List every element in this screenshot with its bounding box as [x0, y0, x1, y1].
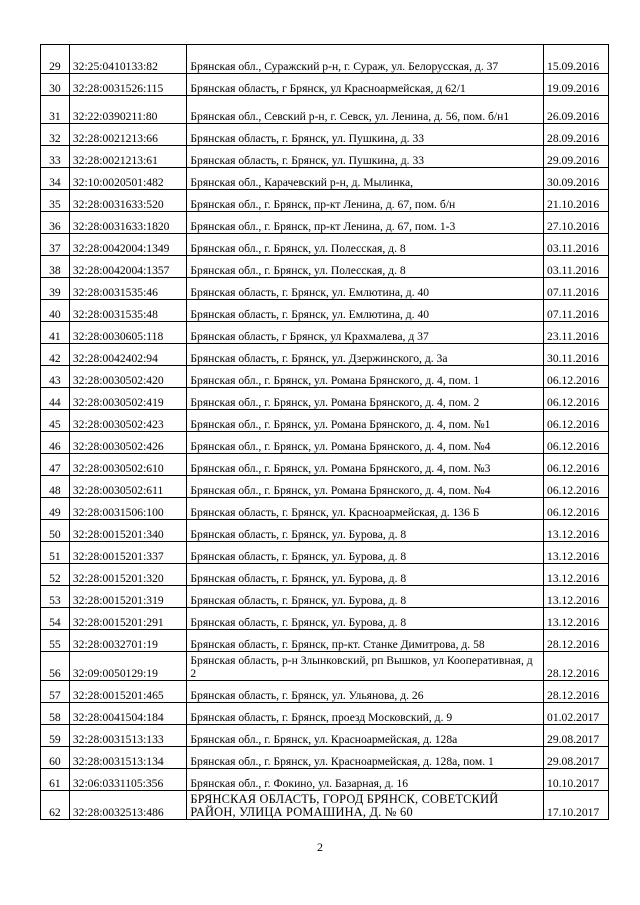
registration-date-cell: 13.12.2016	[544, 586, 609, 608]
cadastral-number-cell: 32:22:0390211:80	[69, 96, 187, 124]
table-row	[41, 725, 609, 747]
row-number-cell: 61	[41, 769, 70, 791]
cadastral-number-cell: 32:28:0030502:426	[69, 432, 187, 454]
row-number-cell: 35	[41, 190, 70, 212]
row-number-cell: 48	[41, 476, 70, 498]
registration-date-cell: 07.11.2016	[544, 278, 609, 300]
cadastral-number-cell: 32:06:0331105:356	[69, 769, 187, 791]
table-row	[41, 124, 609, 146]
registration-date-cell: 13.12.2016	[544, 564, 609, 586]
row-number-cell: 41	[41, 322, 70, 344]
row-number-cell: 30	[41, 74, 70, 96]
row-number-cell: 57	[41, 681, 70, 703]
address-cell: Брянская обл., г. Брянск, ул. Красноармейская, д. 128а, пом. 1	[187, 747, 544, 769]
cadastral-number-cell: 32:28:0032701:19	[69, 630, 187, 652]
cadastral-number-cell: 32:09:0050129:19	[69, 652, 187, 681]
table-row	[41, 747, 609, 769]
table-row	[41, 703, 609, 725]
address-cell: Брянская область, г. Брянск, ул. Бурова, д. 8	[187, 586, 544, 608]
address-cell: БРЯНСКАЯ ОБЛАСТЬ, ГОРОД БРЯНСК, СОВЕТСКИЙ РАЙОН, УЛИЦА РОМАШИНА, Д. № 60	[187, 791, 544, 820]
table-row	[41, 652, 609, 681]
cadastral-number-cell: 32:28:0042004:1349	[69, 234, 187, 256]
cadastral-number-cell: 32:28:0021213:61	[69, 146, 187, 168]
row-number-cell: 33	[41, 146, 70, 168]
row-number-cell: 60	[41, 747, 70, 769]
registration-date-cell: 23.11.2016	[544, 322, 609, 344]
address-cell: Брянская область, р-н Злынковский, рп Вышков, ул Кооперативная, д 2	[187, 652, 544, 681]
registration-date-cell: 13.12.2016	[544, 608, 609, 630]
cadastral-number-cell: 32:28:0031535:48	[69, 300, 187, 322]
row-number-cell: 34	[41, 168, 70, 190]
address-cell: Брянская обл., Севский р-н, г. Севск, ул. Ленина, д. 56, пом. б/н1	[187, 96, 544, 124]
address-cell: Брянская область, г. Брянск, ул. Пушкина, д. 33	[187, 124, 544, 146]
registration-date-cell: 28.12.2016	[544, 681, 609, 703]
table-row	[41, 168, 609, 190]
address-cell: Брянская обл., Суражский р-н, г. Сураж, ул. Белорусская, д. 37	[187, 45, 544, 74]
table-row	[41, 410, 609, 432]
registration-date-cell: 30.11.2016	[544, 344, 609, 366]
row-number-cell: 50	[41, 520, 70, 542]
registration-date-cell: 03.11.2016	[544, 234, 609, 256]
cadastral-number-cell: 32:28:0015201:320	[69, 564, 187, 586]
registration-date-cell: 26.09.2016	[544, 96, 609, 124]
cadastral-number-cell: 32:28:0030502:423	[69, 410, 187, 432]
cadastral-number-cell: 32:28:0031535:46	[69, 278, 187, 300]
address-cell: Брянская обл., г. Брянск, ул. Романа Брянского, д. 4, пом. №4	[187, 432, 544, 454]
row-number-cell: 51	[41, 542, 70, 564]
row-number-cell: 54	[41, 608, 70, 630]
address-cell: Брянская область, г. Брянск, ул. Ульянова, д. 26	[187, 681, 544, 703]
cadastral-number-cell: 32:28:0030502:419	[69, 388, 187, 410]
cadastral-number-cell: 32:28:0031506:100	[69, 498, 187, 520]
table-row	[41, 608, 609, 630]
address-cell: Брянская обл., г. Брянск, ул. Романа Брянского, д. 4, пом. 1	[187, 366, 544, 388]
table-row	[41, 146, 609, 168]
registration-date-cell: 19.09.2016	[544, 74, 609, 96]
row-number-cell: 45	[41, 410, 70, 432]
row-number-cell: 56	[41, 652, 70, 681]
registration-date-cell: 06.12.2016	[544, 498, 609, 520]
row-number-cell: 52	[41, 564, 70, 586]
registration-date-cell: 06.12.2016	[544, 410, 609, 432]
address-cell: Брянская обл., г. Брянск, ул. Красноармейская, д. 128а	[187, 725, 544, 747]
row-number-cell: 38	[41, 256, 70, 278]
cadastral-number-cell: 32:28:0030502:610	[69, 454, 187, 476]
table-row	[41, 366, 609, 388]
address-cell: Брянская область, г. Брянск, ул. Дзержинского, д. 3а	[187, 344, 544, 366]
address-cell: Брянская область, г. Брянск, ул. Бурова, д. 8	[187, 520, 544, 542]
row-number-cell: 55	[41, 630, 70, 652]
cadastral-number-cell: 32:10:0020501:482	[69, 168, 187, 190]
registration-date-cell: 29.09.2016	[544, 146, 609, 168]
registration-date-cell: 29.08.2017	[544, 747, 609, 769]
registration-date-cell: 10.10.2017	[544, 769, 609, 791]
table-row	[41, 74, 609, 96]
row-number-cell: 32	[41, 124, 70, 146]
address-cell: Брянская область, г Брянск, ул Красноармейская, д 62/1	[187, 74, 544, 96]
address-cell: Брянская область, г. Брянск, ул. Пушкина, д. 33	[187, 146, 544, 168]
row-number-cell: 59	[41, 725, 70, 747]
registration-date-cell: 03.11.2016	[544, 256, 609, 278]
registration-date-cell: 28.12.2016	[544, 630, 609, 652]
address-cell: Брянская область, г. Брянск, пр-кт. Станке Димитрова, д. 58	[187, 630, 544, 652]
row-number-cell: 42	[41, 344, 70, 366]
cadastral-number-cell: 32:28:0031633:1820	[69, 212, 187, 234]
table-row	[41, 300, 609, 322]
table-row	[41, 542, 609, 564]
address-cell: Брянская обл., г. Брянск, ул. Романа Брянского, д. 4, пом. 2	[187, 388, 544, 410]
cadastral-number-cell: 32:28:0031633:520	[69, 190, 187, 212]
address-cell: Брянская обл., Карачевский р-н, д. Мылинка,	[187, 168, 544, 190]
row-number-cell: 53	[41, 586, 70, 608]
row-number-cell: 43	[41, 366, 70, 388]
row-number-cell: 46	[41, 432, 70, 454]
row-number-cell: 58	[41, 703, 70, 725]
registration-date-cell: 27.10.2016	[544, 212, 609, 234]
row-number-cell: 62	[41, 791, 70, 820]
table-row	[41, 388, 609, 410]
registration-date-cell: 30.09.2016	[544, 168, 609, 190]
address-cell: Брянская обл., г. Брянск, ул. Романа Брянского, д. 4, пом. №4	[187, 476, 544, 498]
address-cell: Брянская обл., г. Брянск, пр-кт Ленина, д. 67, пом. 1-3	[187, 212, 544, 234]
table-row	[41, 190, 609, 212]
registration-date-cell: 06.12.2016	[544, 432, 609, 454]
address-cell: Брянская область, г. Брянск, ул. Красноармейская, д. 136 Б	[187, 498, 544, 520]
cadastral-number-cell: 32:28:0015201:340	[69, 520, 187, 542]
cadastral-number-cell: 32:28:0015201:465	[69, 681, 187, 703]
table-row	[41, 432, 609, 454]
registration-date-cell: 28.12.2016	[544, 652, 609, 681]
address-cell: Брянская обл., г. Брянск, ул. Романа Брянского, д. 4, пом. №3	[187, 454, 544, 476]
table-row	[41, 322, 609, 344]
table-row	[41, 234, 609, 256]
cadastral-number-cell: 32:28:0015201:291	[69, 608, 187, 630]
row-number-cell: 37	[41, 234, 70, 256]
registration-date-cell: 01.02.2017	[544, 703, 609, 725]
cadastral-number-cell: 32:28:0015201:337	[69, 542, 187, 564]
registration-date-cell: 06.12.2016	[544, 366, 609, 388]
cadastral-number-cell: 32:28:0015201:319	[69, 586, 187, 608]
table-row	[41, 586, 609, 608]
address-cell: Брянская обл., г. Брянск, ул. Романа Брянского, д. 4, пом. №1	[187, 410, 544, 432]
address-cell: Брянская область, г. Брянск, ул. Бурова, д. 8	[187, 564, 544, 586]
registry-table	[40, 44, 609, 820]
row-number-cell: 31	[41, 96, 70, 124]
registration-date-cell: 15.09.2016	[544, 45, 609, 74]
cadastral-number-cell: 32:28:0021213:66	[69, 124, 187, 146]
table-row	[41, 344, 609, 366]
registration-date-cell: 06.12.2016	[544, 476, 609, 498]
table-row	[41, 520, 609, 542]
cadastral-number-cell: 32:28:0030605:118	[69, 322, 187, 344]
registration-date-cell: 06.12.2016	[544, 388, 609, 410]
cadastral-number-cell: 32:28:0032513:486	[69, 791, 187, 820]
cadastral-number-cell: 32:28:0031513:133	[69, 725, 187, 747]
table-row	[41, 256, 609, 278]
table-row	[41, 630, 609, 652]
registration-date-cell: 17.10.2017	[544, 791, 609, 820]
table-row	[41, 498, 609, 520]
registry-table-body	[41, 45, 609, 820]
table-row	[41, 96, 609, 124]
row-number-cell: 47	[41, 454, 70, 476]
row-number-cell: 44	[41, 388, 70, 410]
table-row	[41, 454, 609, 476]
cadastral-number-cell: 32:28:0041504:184	[69, 703, 187, 725]
registration-date-cell: 28.09.2016	[544, 124, 609, 146]
registration-date-cell: 06.12.2016	[544, 454, 609, 476]
address-cell: Брянская обл., г. Брянск, ул. Полесская, д. 8	[187, 234, 544, 256]
table-row	[41, 769, 609, 791]
cadastral-number-cell: 32:28:0031513:134	[69, 747, 187, 769]
registration-date-cell: 29.08.2017	[544, 725, 609, 747]
page-number: 2	[317, 840, 323, 854]
registration-date-cell: 13.12.2016	[544, 542, 609, 564]
address-cell: Брянская область, г. Брянск, ул. Емлютина, д. 40	[187, 278, 544, 300]
cadastral-number-cell: 32:28:0030502:611	[69, 476, 187, 498]
row-number-cell: 29	[41, 45, 70, 74]
table-row	[41, 791, 609, 820]
registration-date-cell: 07.11.2016	[544, 300, 609, 322]
address-cell: Брянская область, г. Брянск, ул. Бурова, д. 8	[187, 608, 544, 630]
row-number-cell: 49	[41, 498, 70, 520]
table-row	[41, 681, 609, 703]
address-cell: Брянская обл., г. Брянск, пр-кт Ленина, д. 67, пом. б/н	[187, 190, 544, 212]
table-row	[41, 45, 609, 74]
cadastral-number-cell: 32:28:0030502:420	[69, 366, 187, 388]
cadastral-number-cell: 32:28:0042004:1357	[69, 256, 187, 278]
address-cell: Брянская область, г. Брянск, ул. Бурова, д. 8	[187, 542, 544, 564]
row-number-cell: 40	[41, 300, 70, 322]
table-row	[41, 476, 609, 498]
address-cell: Брянская область, г. Брянск, проезд Московский, д. 9	[187, 703, 544, 725]
address-cell: Брянская область, г Брянск, ул Крахмалева, д 37	[187, 322, 544, 344]
cadastral-number-cell: 32:28:0031526:115	[69, 74, 187, 96]
cadastral-number-cell: 32:28:0042402:94	[69, 344, 187, 366]
address-cell: Брянская обл., г. Брянск, ул. Полесская, д. 8	[187, 256, 544, 278]
table-row	[41, 212, 609, 234]
address-cell: Брянская область, г. Брянск, ул. Емлютина, д. 40	[187, 300, 544, 322]
cadastral-number-cell: 32:25:0410133:82	[69, 45, 187, 74]
row-number-cell: 39	[41, 278, 70, 300]
registration-date-cell: 21.10.2016	[544, 190, 609, 212]
table-row	[41, 564, 609, 586]
table-row	[41, 278, 609, 300]
row-number-cell: 36	[41, 212, 70, 234]
registration-date-cell: 13.12.2016	[544, 520, 609, 542]
address-cell: Брянская обл., г. Фокино, ул. Базарная, д. 16	[187, 769, 544, 791]
